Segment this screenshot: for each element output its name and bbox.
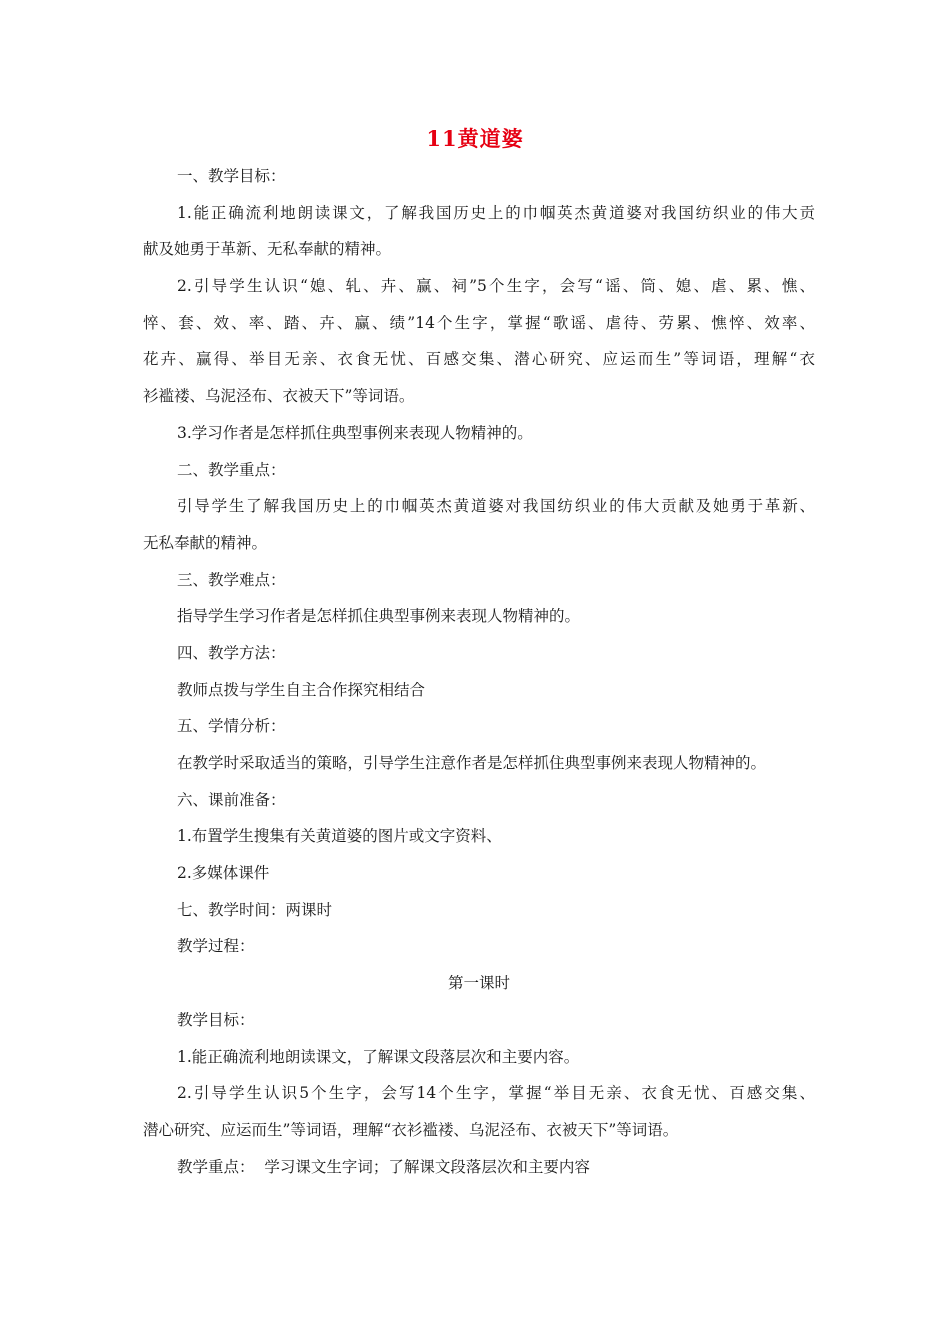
difficulty-heading: 三、教学难点： [177, 570, 286, 589]
goal2-line4: 衫褴褛、乌泥泾布、衣被天下”等词语。 [143, 387, 415, 406]
lesson1-goal2-line2: 潜心研究、应运而生”等词语，理解“衣衫褴褛、乌泥泾布、衣被天下”等词语。 [143, 1120, 679, 1139]
analysis-text: 在教学时采取适当的策略，引导学生注意作者是怎样抓住典型事例来表现人物精神的。 [177, 754, 767, 772]
lesson1-goals-heading: 教学目标： [177, 1010, 255, 1029]
analysis-heading: 五、学情分析： [177, 717, 286, 736]
goal1-line2: 献及她勇于革新、无私奉献的精神。 [143, 240, 392, 259]
prep-heading: 六、课前准备： [177, 790, 286, 809]
teaching-time: 七、教学时间：两课时 [177, 900, 333, 919]
lesson1-heading: 第一课时 [447, 974, 510, 993]
method-heading: 四、教学方法： [177, 643, 286, 662]
goal1-line1: 1.能正确流利地朗读课文，了解我国历史上的巾帼英杰黄道婆对我国纺织业的伟大贡 [177, 203, 815, 222]
goal2-line1: 2.引导学生认识“媳、轧、卉、赢、祠”5个生字，会写“谣、筒、媳、虐、累、憔、 [177, 277, 815, 296]
lesson1-goal2-line1: 2.引导学生认识5个生字，会写14个生字，掌握“举目无亲、衣食无忧、百感交集、 [177, 1084, 815, 1103]
process-heading: 教学过程： [177, 937, 255, 956]
prep-item-1: 1.布置学生搜集有关黄道婆的图片或文字资料、 [177, 827, 502, 846]
difficulty-text: 指导学生学习作者是怎样抓住典型事例来表现人物精神的。 [177, 607, 581, 626]
document-title: 11黄道婆 [426, 126, 524, 151]
goal2-line2: 悴、套、效、率、踏、卉、赢、绩”14个生字，掌握“歌谣、虐待、劳累、憔悴、效率、 [143, 313, 815, 332]
goals-heading: 一、教学目标： [177, 167, 286, 185]
lesson1-goal1: 1.能正确流利地朗读课文，了解课文段落层次和主要内容。 [177, 1047, 580, 1066]
key-line1: 引导学生了解我国历史上的巾帼英杰黄道婆对我国纺织业的伟大贡献及她勇于革新、 [177, 497, 815, 516]
prep-item-2: 2.多媒体课件 [177, 864, 270, 883]
document-body [143, 158, 815, 1185]
goal2-line3: 花卉、赢得、举目无亲、衣食无忧、百感交集、潜心研究、应运而生”等词语，理解“衣 [143, 350, 815, 369]
key-line2: 无私奉献的精神。 [143, 533, 268, 552]
method-text: 教师点拨与学生自主合作探究相结合 [177, 680, 426, 699]
key-heading: 二、教学重点： [177, 460, 286, 479]
lesson1-key: 教学重点： 学习课文生字词；了解课文段落层次和主要内容 [177, 1157, 590, 1176]
goal3: 3.学习作者是怎样抓住典型事例来表现人物精神的。 [177, 423, 533, 442]
